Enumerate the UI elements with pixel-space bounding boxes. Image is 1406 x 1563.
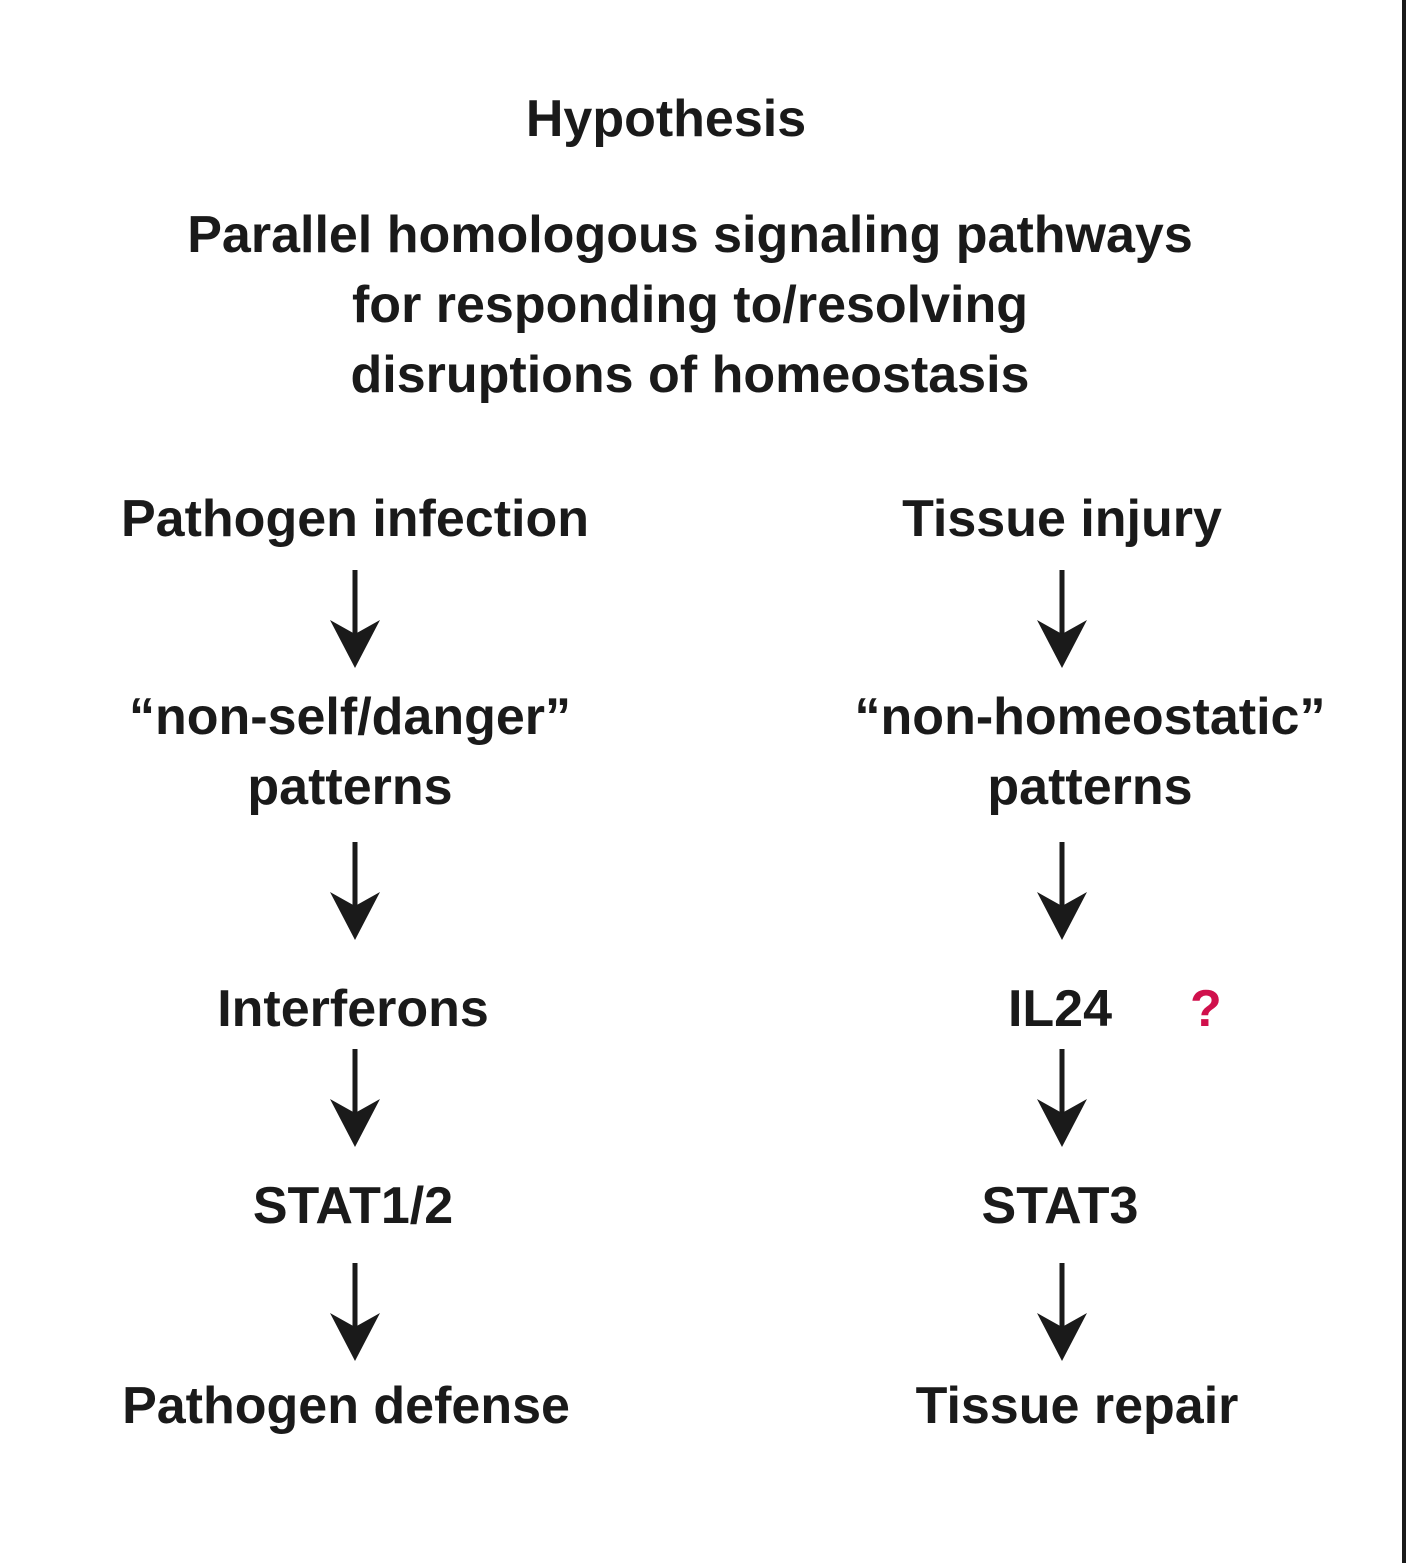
left-trigger-node: Pathogen infection [121, 490, 589, 548]
right-arrow-4 [1032, 1263, 1092, 1363]
left-patterns-node [129, 682, 571, 822]
right-patterns-line-1: “non-homeostatic” [854, 688, 1326, 746]
right-outcome-node: Tissue repair [915, 1377, 1239, 1435]
subtitle-line-3: disruptions of homeostasis [350, 346, 1030, 404]
right-edge-rule [1402, 0, 1406, 1563]
right-patterns-node [855, 682, 1326, 822]
left-patterns-line-1: “non-self/danger” [128, 688, 572, 746]
right-transducer-node: STAT3 [981, 1177, 1139, 1235]
question-mark: ? [1190, 980, 1222, 1038]
left-arrow-1 [325, 570, 385, 670]
left-arrow-2 [325, 842, 385, 942]
left-outcome-node: Pathogen defense [122, 1377, 570, 1435]
right-mediator-node: IL24 [1007, 980, 1113, 1038]
left-arrow-4 [325, 1263, 385, 1363]
diagram-title: Hypothesis [525, 90, 807, 148]
subtitle-line-2: for responding to/resolving [351, 276, 1029, 334]
right-trigger-node: Tissue injury [902, 490, 1222, 548]
left-transducer-node: STAT1/2 [252, 1177, 454, 1235]
left-mediator-node: Interferons [217, 980, 489, 1038]
subtitle-line-1: Parallel homologous signaling pathways [187, 206, 1193, 264]
right-arrow-3 [1032, 1049, 1092, 1149]
left-patterns-line-2: patterns [247, 758, 453, 816]
left-arrow-3 [325, 1049, 385, 1149]
right-arrow-1 [1032, 570, 1092, 670]
right-arrow-2 [1032, 842, 1092, 942]
right-patterns-line-2: patterns [987, 758, 1193, 816]
diagram-subtitle [187, 200, 1193, 410]
